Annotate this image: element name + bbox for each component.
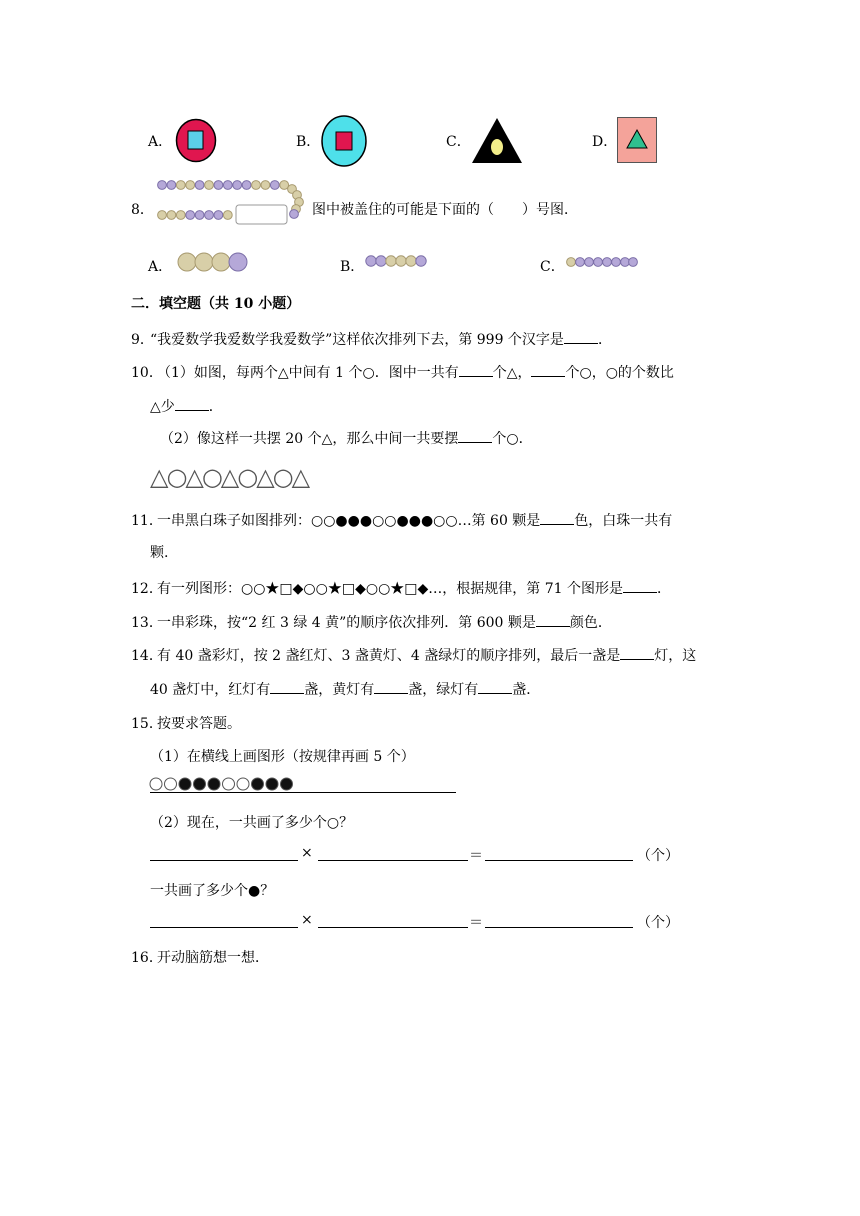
q7-option-a-label: A． [148, 134, 173, 150]
q8-option-b-label: B． [340, 259, 365, 275]
q15-black-factor2-blank[interactable] [318, 927, 468, 928]
q8-option-c-beads [566, 256, 638, 268]
bead [205, 181, 214, 190]
white-circle [165, 778, 177, 790]
bead [290, 210, 299, 219]
q7-option-c-figure [471, 117, 523, 164]
q11-number: 11． [131, 513, 163, 529]
black-circle [281, 778, 293, 790]
q13-answer-blank[interactable] [536, 612, 570, 627]
q15-black-factor1-blank[interactable] [150, 927, 298, 928]
q14-line1: 有 40 盏彩灯，按 2 盏红灯、3 盏黄灯、4 盏绿灯的顺序排列，最后一盏是 灯，这 [157, 645, 696, 665]
q8-bead-string-figure [156, 177, 308, 227]
q14-blank-yellow[interactable] [374, 679, 408, 694]
q15-part2: （2）现在，一共画了多少个○？ [150, 815, 354, 831]
black-circle [179, 778, 191, 790]
bead [223, 211, 232, 220]
bead [158, 211, 167, 220]
q10-line1: （1）如图，每两个△中间有 1 个○．图中一共有 个△， 个○，○的个数比 [157, 362, 674, 382]
q12-number: 12． [131, 581, 163, 597]
q15-white-factor1-blank[interactable] [150, 860, 298, 861]
q11-blank-color[interactable] [540, 510, 574, 525]
bead [167, 181, 176, 190]
white-circle [223, 778, 235, 790]
q7-option-b-figure [321, 115, 367, 167]
bead [167, 211, 176, 220]
q15-times-sign: × [301, 845, 313, 861]
q15-unit-2: （个） [637, 915, 679, 931]
q15-number: 15． [131, 716, 163, 732]
q10-blank-circles[interactable] [531, 362, 565, 377]
q11-line1: 一串黑白珠子如图排列：○○●●●○○●●●○○…第 60 颗是 色，白珠一共有 [157, 510, 672, 530]
q14-number: 14． [131, 648, 163, 664]
bead [205, 211, 214, 220]
bead [214, 211, 223, 220]
q10-blank-difference[interactable] [175, 396, 209, 411]
q12-answer-blank[interactable] [623, 578, 657, 593]
q13-text: 一串彩珠，按“2 红 3 绿 4 黄”的顺序依次排列．第 600 颗是 颜色． [157, 612, 612, 632]
q15-draw-line[interactable] [150, 792, 456, 793]
q7-option-b-label: B． [296, 134, 321, 150]
bead [270, 181, 279, 190]
black-circle [194, 778, 206, 790]
q16-number: 16． [131, 950, 163, 966]
q7-option-d-label: D． [592, 134, 618, 150]
q8-question-text: 图中被盖住的可能是下面的（ ）号图． [312, 202, 578, 218]
q7-option-c-label: C． [446, 134, 471, 150]
bead [158, 181, 167, 190]
q7-option-a-figure [175, 118, 217, 163]
bead [195, 181, 204, 190]
bead [223, 181, 232, 190]
q15-equals-sign: ＝ [469, 848, 483, 864]
bead [176, 181, 185, 190]
bead [176, 211, 185, 220]
bead [214, 181, 223, 190]
q14-blank-green[interactable] [478, 679, 512, 694]
q15-part1: （1）在横线上画图形（按规律再画 5 个） [150, 749, 415, 765]
q15-unit: （个） [637, 848, 679, 864]
q10-line3: （2）像这样一共摆 20 个△，那么中间一共要摆 个○． [160, 428, 533, 448]
q10-blank-triangles[interactable] [459, 362, 493, 377]
q10-shape-sequence: △○△○△○△○△ [150, 463, 309, 491]
q15-white-result-blank[interactable] [485, 860, 633, 861]
q8-number: 8． [131, 202, 154, 218]
bead [186, 181, 195, 190]
bead [233, 181, 242, 190]
q13-number: 13． [131, 615, 163, 631]
q9-answer-blank[interactable] [564, 329, 598, 344]
q8-option-a-beads [177, 252, 249, 272]
q8-option-a-label: A． [148, 259, 173, 275]
white-circle [150, 778, 162, 790]
q15-white-factor2-blank[interactable] [318, 860, 468, 861]
black-circle [252, 778, 264, 790]
q11-line2: 颗. [150, 545, 169, 561]
q9-number: 9． [131, 332, 154, 348]
bead [242, 181, 251, 190]
white-circle [237, 778, 249, 790]
q15-part3: 一共画了多少个●？ [150, 883, 275, 899]
bead [186, 211, 195, 220]
q10-blank-part2[interactable] [458, 428, 492, 443]
q10-line2: △少 ． [150, 396, 223, 416]
q15-times-sign-2: × [301, 912, 313, 928]
q8-option-c-label: C． [540, 259, 565, 275]
q14-blank-last[interactable] [620, 645, 654, 660]
q15-equals-sign-2: ＝ [469, 915, 483, 931]
q9-text: “我爱数学我爱数学我爱数学”这样依次排列下去，第 999 个汉字是 ． [150, 329, 612, 349]
bead [195, 211, 204, 220]
bead [261, 181, 270, 190]
q7-option-d-figure [617, 117, 657, 163]
black-circle [266, 778, 278, 790]
section-title: 二．填空题（共 10 小题） [131, 296, 301, 312]
q8-option-b-beads [365, 254, 427, 268]
q10-number: 10． [131, 365, 163, 381]
q16-text: 开动脑筋想一想． [157, 950, 269, 966]
q15-black-result-blank[interactable] [485, 927, 633, 928]
bead [252, 181, 261, 190]
q14-line2: 40 盏灯中，红灯有 盏，黄灯有 盏，绿灯有 盏． [150, 679, 540, 699]
q15-text: 按要求答题。 [157, 716, 241, 732]
q12-text: 有一列图形：○○★□◆○○★□◆○○★□◆…，根据规律，第 71 个图形是 ． [157, 578, 671, 598]
black-circle [208, 778, 220, 790]
q14-blank-red[interactable] [270, 679, 304, 694]
q15-circle-sequence [150, 777, 330, 791]
